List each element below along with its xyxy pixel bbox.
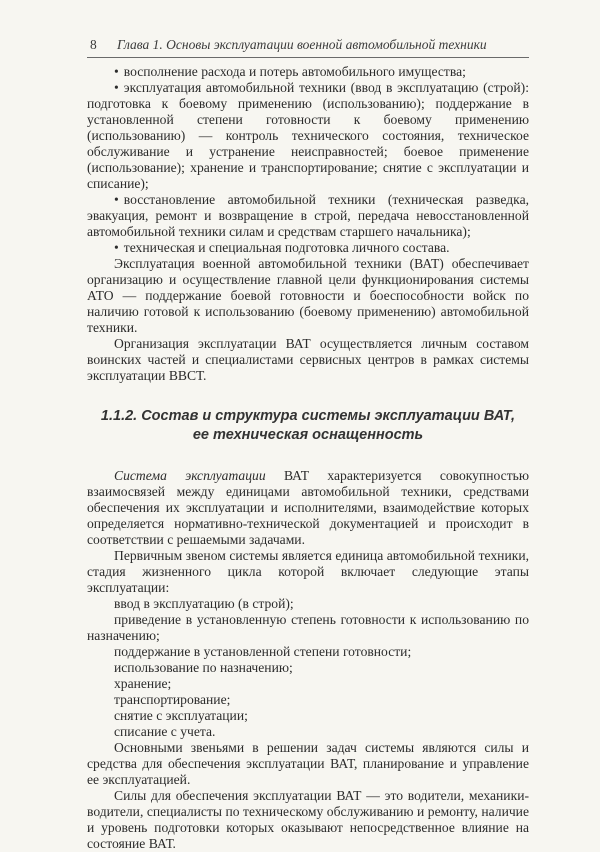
paragraph: Эксплуатация военной автомобильной техники (ВАТ) обеспечивает организацию и осуществление главной цели функционирования системы АТО — поддержание боевой готовности и боеспособности войск по наличию готовой к использованию (боевому применению) автомобильной техники.: [87, 256, 529, 335]
running-header: [87, 37, 529, 58]
bullet-icon: •: [114, 240, 119, 255]
page-body: [87, 64, 529, 852]
section-heading: [87, 407, 529, 445]
list-item: хранение;: [114, 676, 172, 691]
list-item: ввод в эксплуатацию (в строй);: [114, 596, 294, 611]
defined-term: Система эксплуатации: [114, 468, 266, 483]
paragraph: Силы для обеспечения эксплуатации ВАТ — это водители, механики-водители, специалисты по техническому обслуживанию и ремонту, наличие и уровень подготовки которых оказывают непосредственное влияние на состояние ВАТ.: [87, 788, 529, 851]
paragraph: Основными звеньями в решении задач системы являются силы и средства для обеспечения эксплуатации ВАТ, планирование и управление ее эксплуатацией.: [87, 740, 529, 787]
page-number: 8: [90, 37, 97, 52]
list-item: использование по назначению;: [114, 660, 293, 675]
stages-list: [87, 596, 529, 740]
bullet-item: • техническая и специальная подготовка личного состава.: [114, 240, 450, 255]
bullet-item: • эксплуатация автомобильной техники (ввод в эксплуатацию (строй): подготовка к боевому применению (использованию); поддержание в установленной степени готовности к боевому применению (использованию) — контроль технического состояния, техническое обслуживание и устранение неисправностей; боевое применение (использование); хранение и транспортирование; снятие с эксплуатации и списание);: [87, 80, 529, 191]
running-title: Глава 1. Основы эксплуатации военной автомобильной техники: [117, 37, 487, 52]
list-item: приведение в установленную степень готовности к использованию по назначению;: [87, 612, 529, 643]
bullet-item: • восстановление автомобильной техники (техническая разведка, эвакуация, ремонт и возвращение в строй, передача невосстановленной автомобильной техники силам и средствам старшего начальника);: [87, 192, 529, 239]
paragraph: Первичным звеном системы является единица автомобильной техники, стадия жизненного цикла которой включает следующие этапы эксплуатации:: [87, 548, 529, 595]
list-item: снятие с эксплуатации;: [114, 708, 248, 723]
bullet-icon: •: [114, 192, 119, 207]
list-item: поддержание в установленной степени готовности;: [114, 644, 412, 659]
list-item: списание с учета.: [114, 724, 216, 739]
list-item: транспортирование;: [114, 692, 231, 707]
paragraph: Организация эксплуатации ВАТ осуществляется личным составом воинских частей и специалистами сервисных центров в рамках системы эксплуатации ВВСТ.: [87, 336, 529, 383]
bullet-icon: •: [114, 80, 119, 95]
section-heading-line: 1.1.2. Состав и структура системы эксплуатации ВАТ,: [100, 408, 516, 424]
definition-paragraph: Система эксплуатации ВАТ характеризуется совокупностью взаимосвязей между единицами автомобильной техники, средствами обеспечения их эксплуатации и исполнителями, взаимодействие которых определяется нормативно-технической документацией и происходит в соответствии с решаемыми задачами.: [87, 468, 529, 547]
bullet-icon: •: [114, 64, 119, 79]
bullet-item: • восполнение расхода и потерь автомобильного имущества;: [114, 64, 466, 79]
section-heading-line: ее техническая оснащенность: [192, 427, 424, 443]
